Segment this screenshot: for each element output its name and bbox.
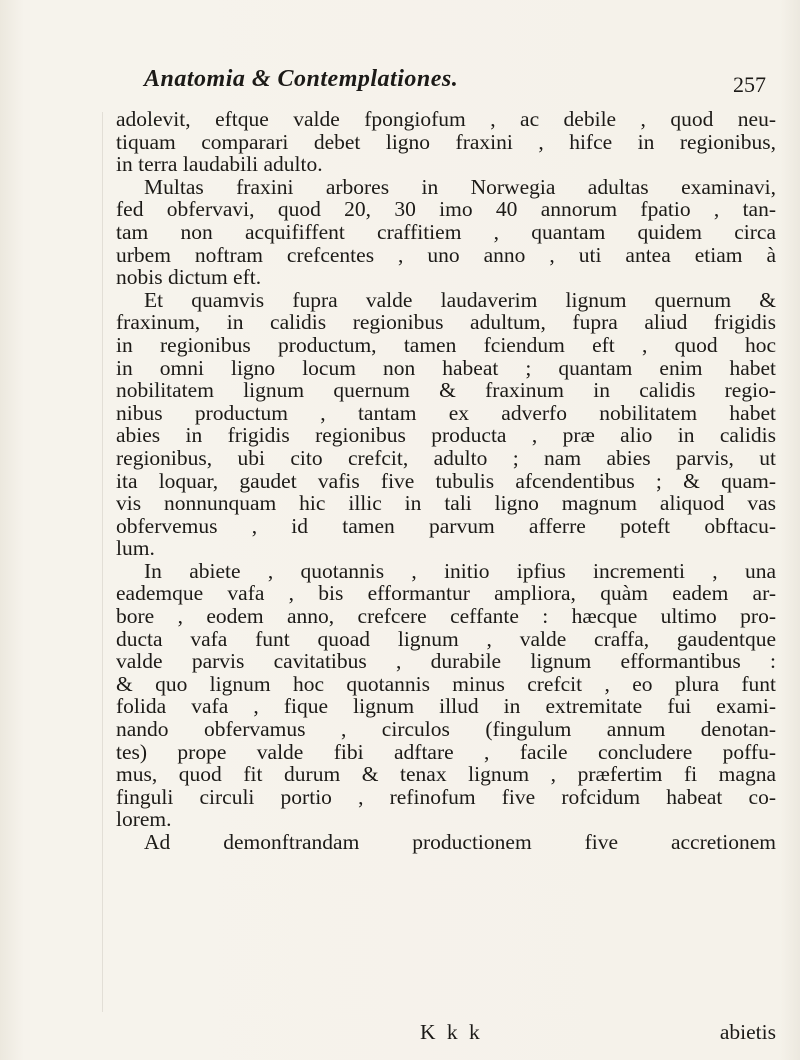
text-line: obfervemus , id tamen parvum afferre poteft obftacu-	[116, 513, 776, 538]
text-line: In abiete , quotannis , initio ipfius incrementi , una	[144, 558, 776, 583]
body-text	[116, 108, 776, 854]
gutter-shadow	[102, 112, 103, 1012]
text-line: ita loquar, gaudet vafis five tubulis afcendentibus ; & quam-	[116, 468, 776, 493]
text-line: nando obfervamus , circulos (fingulum annum denotan-	[116, 717, 776, 742]
text-line: mus, quod fit durum & tenax lignum , præfertim fi magna	[116, 762, 776, 787]
text-line: regionibus, ubi cito crefcit, adulto ; nam abies parvis, ut	[116, 445, 776, 470]
text-line: valde parvis cavitatibus , durabile lignum efformantibus :	[116, 649, 776, 674]
text-line: fed obfervavi, quod 20, 30 imo 40 annorum fpatio , tan-	[116, 197, 776, 222]
signature-mark: K k k	[420, 1020, 483, 1044]
text-line: nobis dictum eft.	[116, 265, 262, 290]
text-line: nibus productum , tantam ex adverfo nobilitatem habet	[116, 400, 776, 425]
text-line: Multas fraxini arbores in Norwegia adultas examinavi,	[144, 174, 776, 199]
text-line: abies in frigidis regionibus producta , præ alio in calidis	[116, 423, 776, 448]
catchword: abietis	[719, 1020, 776, 1044]
text-line: finguli circuli portio , refinofum five rofcidum habeat co-	[116, 784, 776, 809]
text-line: in omni ligno locum non habeat ; quantam enim habet	[116, 355, 776, 380]
text-line: lorem.	[116, 807, 172, 832]
text-line: bore , eodem anno, crefcere ceffante : hæcque ultimo pro-	[116, 604, 776, 629]
page-footer	[116, 1020, 776, 1048]
text-line: tiquam comparari debet ligno fraxini , hifce in regionibus,	[116, 129, 776, 154]
text-line: fraxinum, in calidis regionibus adultum, fupra aliud frigidis	[116, 310, 776, 335]
page-header	[108, 62, 778, 102]
text-line: urbem noftram crefcentes , uno anno , uti antea etiam à	[116, 242, 776, 267]
text-line: eademque vafa , bis efformantur ampliora, quàm eadem ar-	[116, 581, 776, 606]
text-line: tam non acquififfent craffitiem , quantam quidem circa	[116, 219, 776, 244]
text-line: & quo lignum hoc quotannis minus crefcit , eo plura funt	[116, 671, 776, 696]
text-line: in regionibus productum, tamen fciendum eft , quod hoc	[116, 332, 776, 357]
text-line: Ad demonftrandam productionem five accretionem	[144, 830, 776, 854]
text-line: adolevit, eftque valde fpongiofum , ac debile , quod neu-	[116, 107, 776, 131]
text-line: Et quamvis fupra valde laudaverim lignum quernum &	[144, 287, 776, 312]
text-line: tes) prope valde fibi adftare , facile concludere poffu-	[116, 739, 776, 764]
text-line: nobilitatem lignum quernum & fraxinum in calidis regio-	[116, 378, 776, 403]
text-line: lum.	[116, 536, 155, 561]
running-title: Anatomia & Contemplationes.	[144, 66, 459, 92]
text-line: in terra laudabili adulto.	[116, 152, 323, 177]
text-line: ducta vafa funt quoad lignum , valde craffa, gaudentque	[116, 626, 776, 651]
text-line: vis nonnunquam hic illic in tali ligno magnum aliquod vas	[116, 491, 776, 516]
text-line: folida vafa , fique lignum illud in extremitate fui exami-	[116, 694, 776, 719]
page-number: 257	[733, 72, 766, 97]
